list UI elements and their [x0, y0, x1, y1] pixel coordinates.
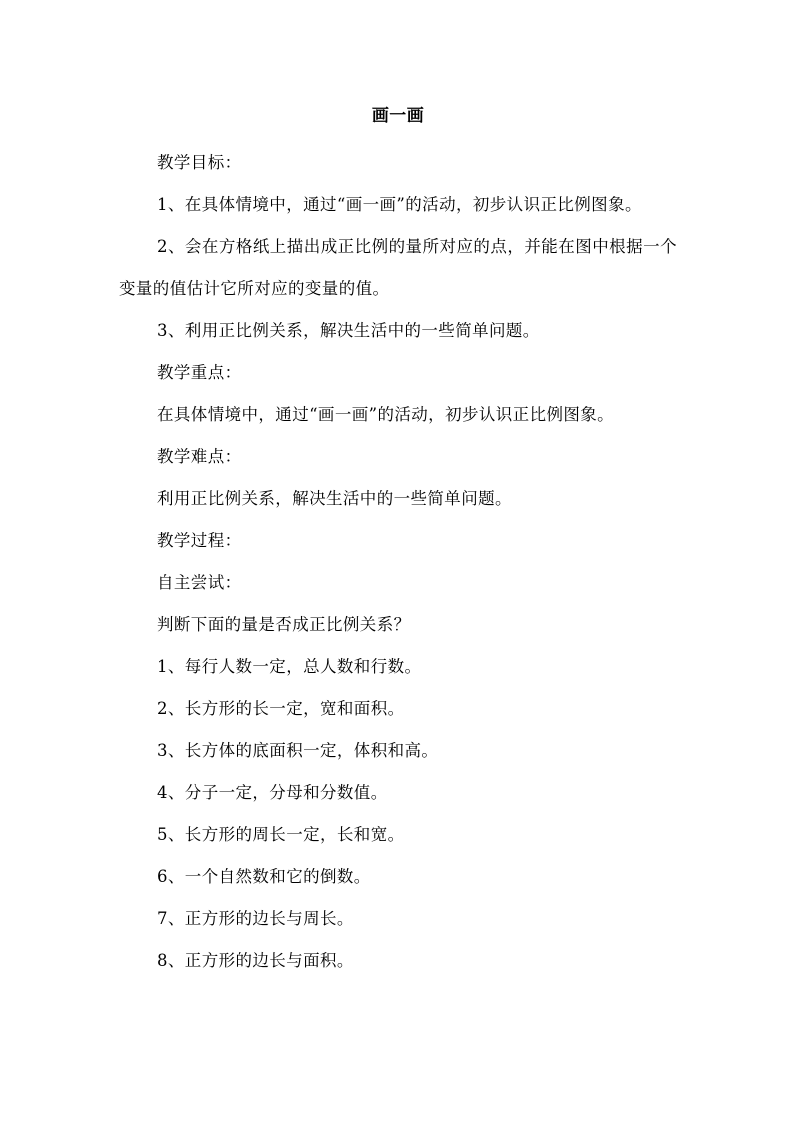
- list-item: 6、一个自然数和它的倒数。: [157, 867, 371, 886]
- list-item: 2、长方形的长一定，宽和面积。: [157, 699, 405, 718]
- document-body: [119, 100, 677, 982]
- subheading-self-try: 自主尝试：: [157, 573, 242, 592]
- section-heading-difficulties: 教学难点：: [157, 447, 242, 466]
- list-item: 4、分子一定，分母和分数值。: [157, 783, 388, 802]
- list-item: 8、正方形的边长与面积。: [157, 951, 354, 970]
- section-heading-key-points: 教学重点：: [157, 363, 242, 382]
- list-item: 1、每行人数一定，总人数和行数。: [157, 657, 422, 676]
- list-item: 7、正方形的边长与周长。: [157, 909, 354, 928]
- section-heading-objectives: 教学目标：: [157, 153, 242, 172]
- section-heading-process: 教学过程：: [157, 531, 242, 550]
- list-item: 3、长方体的底面积一定，体积和高。: [157, 741, 439, 760]
- question-prompt: 判断下面的量是否成正比例关系？: [157, 615, 411, 634]
- document-title: 画一画: [371, 106, 425, 126]
- list-item: 5、长方形的周长一定，长和宽。: [157, 825, 405, 844]
- difficulty-text: 利用正比例关系，解决生活中的一些简单问题。: [157, 489, 512, 508]
- objective-2: 2、会在方格纸上描出成正比例的量所对应的点，并能在图中根据一个变量的值估计它所对应的变量的值。: [119, 237, 677, 298]
- key-point-text: 在具体情境中，通过“画一画”的活动，初步认识正比例图象。: [157, 405, 615, 424]
- objective-3: 3、利用正比例关系，解决生活中的一些简单问题。: [157, 321, 540, 340]
- objective-1: 1、在具体情境中，通过“画一画”的活动，初步认识正比例图象。: [157, 195, 642, 214]
